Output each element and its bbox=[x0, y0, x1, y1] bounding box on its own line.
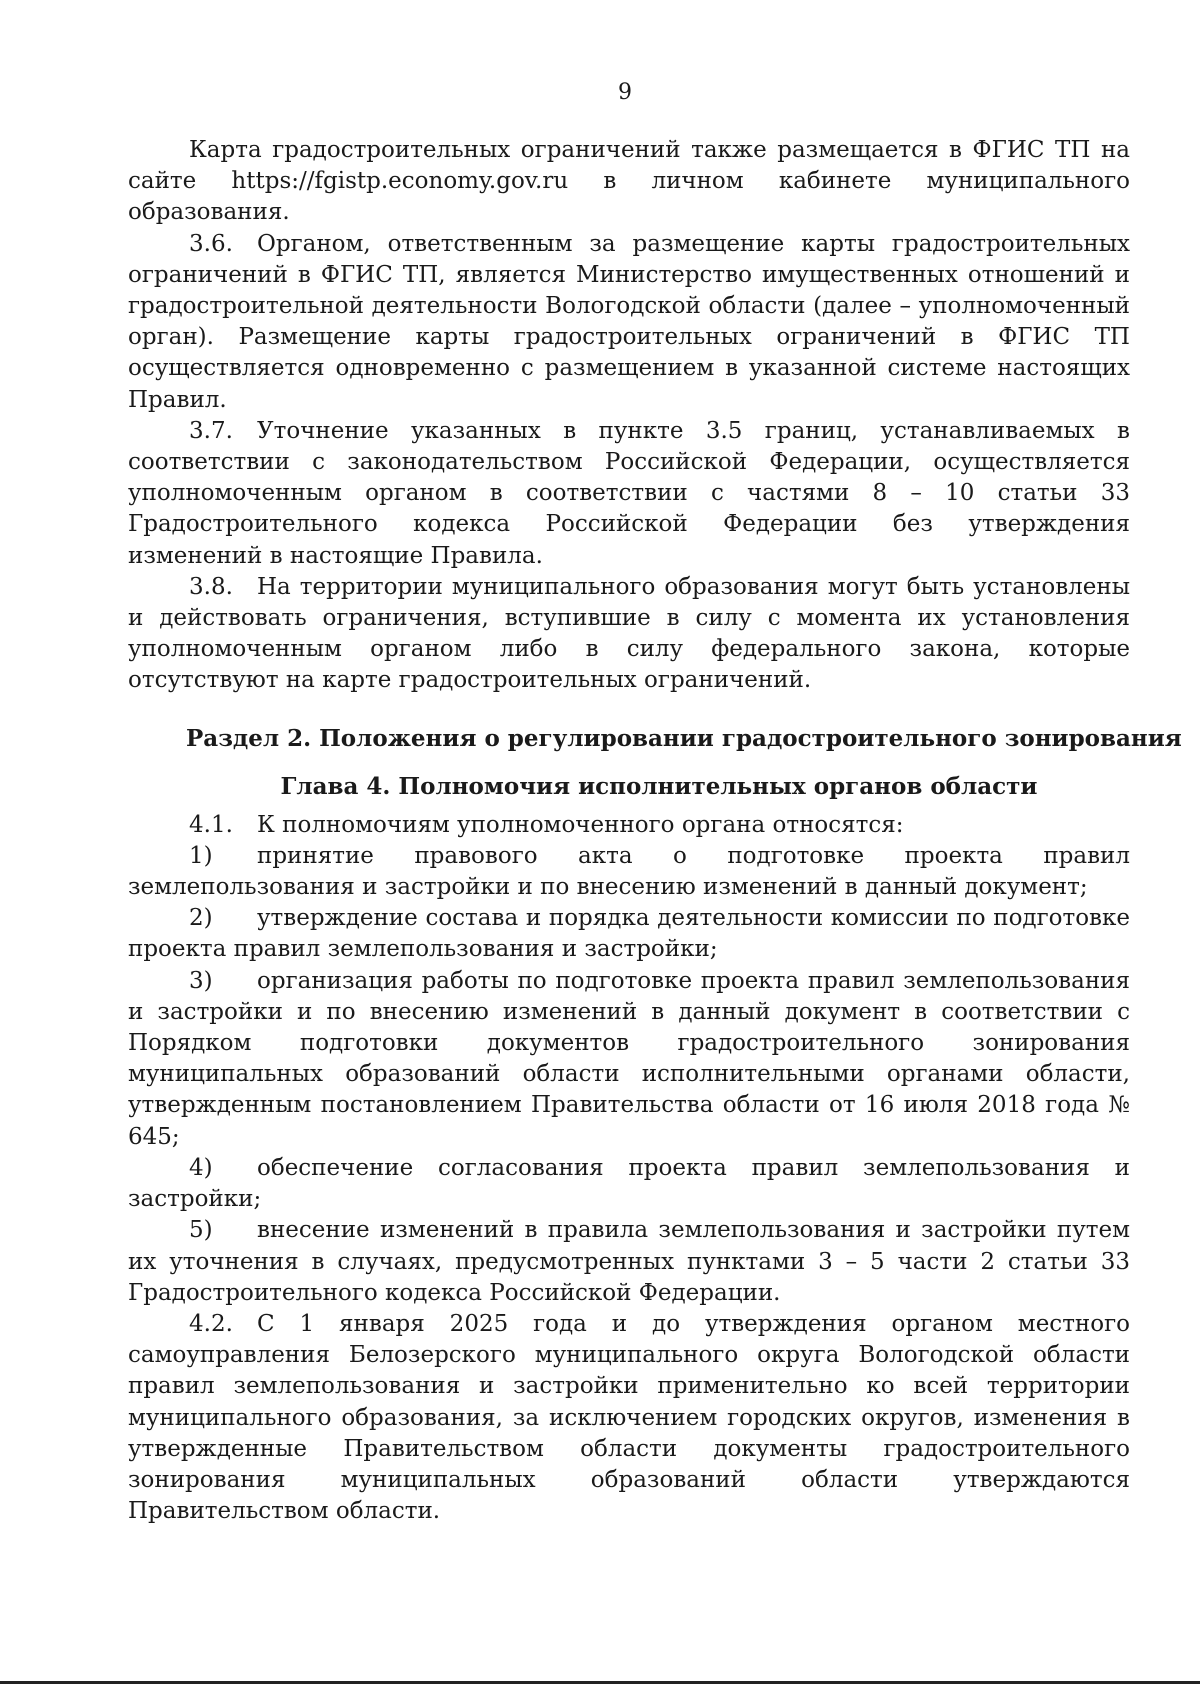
page-bottom-border bbox=[0, 1681, 1200, 1684]
list-item-text: организация работы по подготовке проекта правил землепользования и застройки и по внесению изменений в данный документ в соответствии с Порядком подготовки документов градостроительного зонирования муниципальных образований области исполнительными органами области, утвержденным постановлением Правительства области от 16 июля 2018 года № 645; bbox=[128, 967, 1130, 1150]
list-item-2 bbox=[128, 903, 1130, 965]
paragraph-text: Карта градостроительных ограничений также размещается в ФГИС ТП на сайте https://fgistp.economy.gov.ru в личном кабинете муниципального образования. bbox=[128, 137, 1130, 226]
list-item-number: 2) bbox=[189, 905, 213, 932]
list-item-5 bbox=[128, 1215, 1130, 1309]
paragraph-3-6 bbox=[128, 229, 1130, 416]
paragraph-number: 3.7. bbox=[189, 417, 233, 444]
list-item-number: 1) bbox=[189, 842, 213, 869]
paragraph-3-5-continuation bbox=[128, 135, 1130, 229]
list-item-number: 3) bbox=[189, 967, 213, 994]
paragraph-number: 3.6. bbox=[189, 230, 233, 257]
paragraph-3-7 bbox=[128, 416, 1130, 572]
list-item-text: обеспечение согласования проекта правил землепользования и застройки; bbox=[128, 1154, 1130, 1213]
paragraph-text: На территории муниципального образования могут быть установлены и действовать ограничения, вступившие в силу с момента их установления уполномоченным органом либо в силу федерального закона, которые отсутствуют на карте градостроительных ограничений. bbox=[128, 573, 1130, 694]
list-item-3 bbox=[128, 966, 1130, 1153]
paragraph-4-1 bbox=[128, 810, 1130, 841]
list-item-number: 4) bbox=[189, 1154, 213, 1181]
page-number: 9 bbox=[618, 80, 632, 105]
list-item-4 bbox=[128, 1153, 1130, 1215]
section-heading: Раздел 2. Положения о регулировании градостроительного зонирования bbox=[186, 724, 1182, 752]
paragraph-text: Уточнение указанных в пункте 3.5 границ, устанавливаемых в соответствии с законодательством Российской Федерации, осуществляется уполномоченным органом в соответствии с частями 8 – 10 статьи 33 Градостроительного кодекса Российской Федерации без утверждения изменений в настоящие Правила. bbox=[128, 417, 1130, 569]
list-item-text: внесение изменений в правила землепользования и застройки путем их уточнения в случаях, предусмотренных пунктами 3 – 5 части 2 статьи 33 Градостроительного кодекса Российской Федерации. bbox=[128, 1217, 1130, 1306]
paragraph-text: Органом, ответственным за размещение карты градостроительных ограничений в ФГИС ТП, является Министерство имущественных отношений и градостроительной деятельности Вологодской области (далее – уполномоченный орган). Размещение карты градостроительных ограничений в ФГИС ТП осуществляется одновременно с размещением в указанной системе настоящих Правил. bbox=[128, 230, 1130, 413]
list-item-text: принятие правового акта о подготовке проекта правил землепользования и застройки и по внесению изменений в данный документ; bbox=[128, 842, 1130, 901]
page-content bbox=[128, 135, 1182, 1527]
chapter-heading: Глава 4. Полномочия исполнительных органов области bbox=[280, 772, 1038, 800]
paragraph-3-8 bbox=[128, 572, 1130, 697]
list-item-text: утверждение состава и порядка деятельности комиссии по подготовке проекта правил землепользования и застройки; bbox=[128, 905, 1130, 963]
paragraph-text: С 1 января 2025 года и до утверждения органом местного самоуправления Белозерского муниципального округа Вологодской области правил землепользования и застройки применительно ко всей территории муниципального образования, за исключением городских округов, изменения в утвержденные Правительством области документы градостроительного зонирования муниципальных образований области утверждаются Правительством области. bbox=[128, 1310, 1130, 1525]
paragraph-number: 4.2. bbox=[189, 1310, 233, 1337]
paragraph-number: 4.1. bbox=[189, 811, 233, 838]
paragraph-4-2 bbox=[128, 1309, 1130, 1527]
paragraph-number: 3.8. bbox=[189, 573, 233, 600]
list-item-number: 5) bbox=[189, 1217, 213, 1244]
list-item-1 bbox=[128, 841, 1130, 903]
paragraph-text: К полномочиям уполномоченного органа относятся: bbox=[257, 811, 904, 838]
